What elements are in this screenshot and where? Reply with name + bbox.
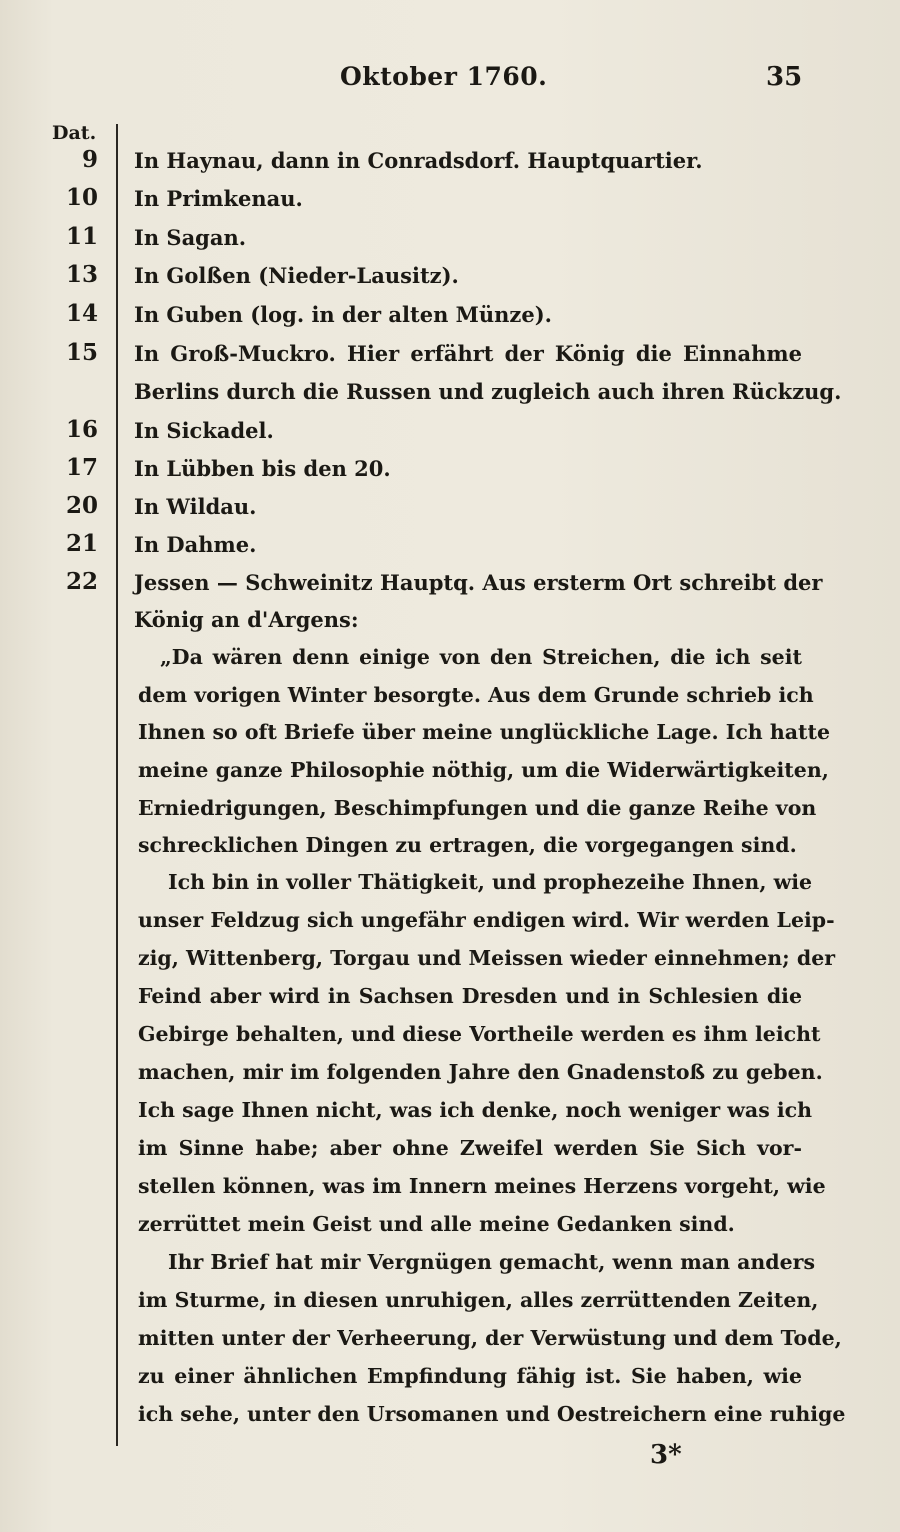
letter-line: unser Feldzug sich ungefähr endigen wird. Wir werden Leip- bbox=[138, 908, 835, 932]
letter-line: meine ganze Philosophie nöthig, um die Widerwärtigkeiten, bbox=[138, 758, 829, 782]
letter-line: Ich sage Ihnen nicht, was ich denke, noch weniger was ich bbox=[138, 1098, 813, 1122]
entry-text: In Guben (log. in der alten Münze). bbox=[134, 302, 552, 327]
page-number: 35 bbox=[766, 62, 803, 92]
letter-line: Feind aber wird in Sachsen Dresden und in Schlesien die bbox=[138, 984, 802, 1008]
letter-line: Erniedrigungen, Beschimpfungen und die ganze Reihe von bbox=[138, 796, 817, 820]
entry-text: In Golßen (Nieder-Lausitz). bbox=[134, 263, 459, 288]
entry-text: In Lübben bis den 20. bbox=[134, 456, 391, 481]
entry-text-continued: Berlins durch die Russen und zugleich auch ihren Rückzug. bbox=[134, 379, 842, 404]
entry-date: 15 bbox=[65, 339, 98, 366]
entry-date: 13 bbox=[65, 261, 98, 288]
entry-text: In Haynau, dann in Conradsdorf. Hauptquartier. bbox=[134, 148, 703, 173]
entry-text: In Wildau. bbox=[134, 494, 257, 519]
entry-text: In Sagan. bbox=[134, 225, 247, 250]
letter-line: machen, mir im folgenden Jahre den Gnadenstoß zu geben. bbox=[138, 1060, 823, 1084]
entry-date: 9 bbox=[81, 146, 98, 173]
letter-line: dem vorigen Winter besorgte. Aus dem Grunde schrieb ich bbox=[138, 683, 814, 707]
entry-date: 16 bbox=[65, 416, 98, 443]
signature-mark: 3* bbox=[650, 1440, 682, 1470]
entry-date: 22 bbox=[65, 568, 98, 595]
letter-line: zerrüttet mein Geist und alle meine Gedanken sind. bbox=[138, 1212, 735, 1236]
page-title: Oktober 1760. bbox=[340, 62, 548, 91]
entry-text: In Primkenau. bbox=[134, 186, 303, 211]
letter-line: Ihr Brief hat mir Vergnügen gemacht, wenn man anders bbox=[168, 1250, 816, 1274]
entry-text-continued: König an d'Argens: bbox=[134, 607, 359, 632]
entry-date: 21 bbox=[65, 530, 98, 557]
entry-date: 17 bbox=[65, 454, 98, 481]
entry-date: 20 bbox=[65, 492, 98, 519]
letter-line: Ihnen so oft Briefe über meine unglückliche Lage. Ich hatte bbox=[138, 720, 831, 744]
letter-line: schrecklichen Dingen zu ertragen, die vorgegangen sind. bbox=[138, 833, 797, 857]
letter-line: im Sinne habe; aber ohne Zweifel werden Sie Sich vor- bbox=[138, 1136, 802, 1160]
entry-text: In Dahme. bbox=[134, 532, 257, 557]
letter-line: im Sturme, in diesen unruhigen, alles zerrüttenden Zeiten, bbox=[138, 1288, 819, 1312]
entry-text: In Sickadel. bbox=[134, 418, 274, 443]
letter-line: Ich bin in voller Thätigkeit, und prophezeihe Ihnen, wie bbox=[168, 870, 813, 894]
letter-line: zu einer ähnlichen Empfindung fähig ist. Sie haben, wie bbox=[138, 1364, 802, 1388]
column-divider bbox=[116, 124, 118, 1446]
entry-text: Jessen — Schweinitz Hauptq. Aus ersterm Ort schreibt der bbox=[134, 570, 823, 595]
entry-date: 10 bbox=[65, 184, 98, 211]
letter-line: mitten unter der Verheerung, der Verwüstung und dem Tode, bbox=[138, 1326, 842, 1350]
entry-date: 14 bbox=[65, 300, 98, 327]
letter-line: stellen können, was im Innern meines Herzens vorgeht, wie bbox=[138, 1174, 826, 1198]
entry-date: 11 bbox=[65, 223, 98, 250]
running-head bbox=[0, 62, 900, 102]
letter-line: ich sehe, unter den Ursomanen und Oestreichern eine ruhige bbox=[138, 1402, 846, 1426]
letter-line: „Da wären denn einige von den Streichen, die ich seit bbox=[160, 645, 802, 669]
date-column-label: Dat. bbox=[52, 122, 97, 144]
entry-text: In Groß-Muckro. Hier erfährt der König die Einnahme bbox=[134, 341, 802, 366]
letter-line: Gebirge behalten, und diese Vortheile werden es ihm leicht bbox=[138, 1022, 821, 1046]
letter-line: zig, Wittenberg, Torgau und Meissen wieder einnehmen; der bbox=[138, 946, 836, 970]
